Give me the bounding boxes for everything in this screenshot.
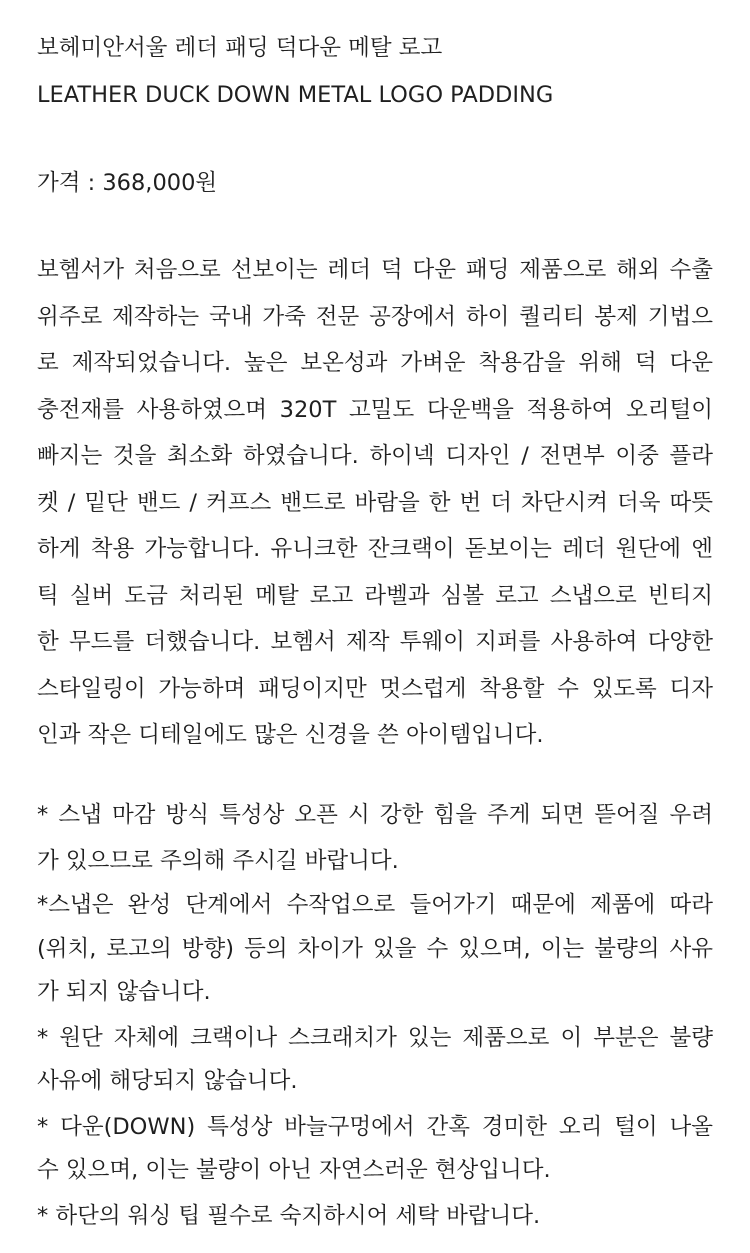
note-line: * 다운(DOWN) 특성상 바늘구멍에서 간혹 경미한 오리 털이 나올 bbox=[37, 1114, 713, 1140]
description-line: 위주로 제작하는 국내 가죽 전문 공장에서 하이 퀄리티 봉제 기법으 bbox=[37, 304, 713, 330]
note-line: * 스냅 마감 방식 특성상 오픈 시 강한 힘을 주게 되면 뜯어질 우려 bbox=[37, 802, 713, 828]
product-title-korean: 보헤미안서울 레더 패딩 덕다운 메탈 로고 bbox=[37, 35, 443, 61]
note-line: (위치, 로고의 방향) 등의 차이가 있을 수 있으며, 이는 불량의 사유 bbox=[37, 936, 713, 962]
note-line: 수 있으며, 이는 불량이 아닌 자연스러운 현상입니다. bbox=[37, 1157, 551, 1183]
description-line: 틱 실버 도금 처리된 메탈 로고 라벨과 심볼 로고 스냅으로 빈티지 bbox=[37, 583, 713, 609]
description-line: 보헴서가 처음으로 선보이는 레더 덕 다운 패딩 제품으로 해외 수출 bbox=[37, 257, 713, 283]
description-line: 하게 착용 가능합니다. 유니크한 잔크랙이 돋보이는 레더 원단에 엔 bbox=[37, 536, 713, 562]
description-line: 한 무드를 더했습니다. 보헴서 제작 투웨이 지퍼를 사용하여 다양한 bbox=[37, 629, 713, 655]
note-line: * 원단 자체에 크랙이나 스크래치가 있는 제품으로 이 부분은 불량 bbox=[37, 1025, 713, 1051]
description-line: 빠지는 것을 최소화 하였습니다. 하이넥 디자인 / 전면부 이중 플라 bbox=[37, 443, 713, 469]
description-line: 스타일링이 가능하며 패딩이지만 멋스럽게 착용할 수 있도록 디자 bbox=[37, 676, 713, 702]
note-line: *스냅은 완성 단계에서 수작업으로 들어가기 때문에 제품에 따라 bbox=[37, 892, 713, 918]
note-line: 사유에 해당되지 않습니다. bbox=[37, 1068, 298, 1094]
price-label: 가격 : 368,000원 bbox=[37, 170, 218, 196]
note-line: 가 되지 않습니다. bbox=[37, 979, 211, 1005]
description-line: 로 제작되었습니다. 높은 보온성과 가벼운 착용감을 위해 덕 다운 bbox=[37, 350, 713, 376]
description-line: 충전재를 사용하였으며 320T 고밀도 다운백을 적용하여 오리털이 bbox=[37, 397, 713, 423]
note-line: 가 있으므로 주의해 주시길 바랍니다. bbox=[37, 848, 399, 874]
product-title-english: LEATHER DUCK DOWN METAL LOGO PADDING bbox=[37, 82, 554, 108]
description-line: 켓 / 밑단 밴드 / 커프스 밴드로 바람을 한 번 더 차단시켜 더욱 따뜻 bbox=[37, 490, 713, 516]
note-line: * 하단의 워싱 팁 필수로 숙지하시어 세탁 바랍니다. bbox=[37, 1203, 541, 1229]
description-line: 인과 작은 디테일에도 많은 신경을 쓴 아이템입니다. bbox=[37, 722, 544, 748]
